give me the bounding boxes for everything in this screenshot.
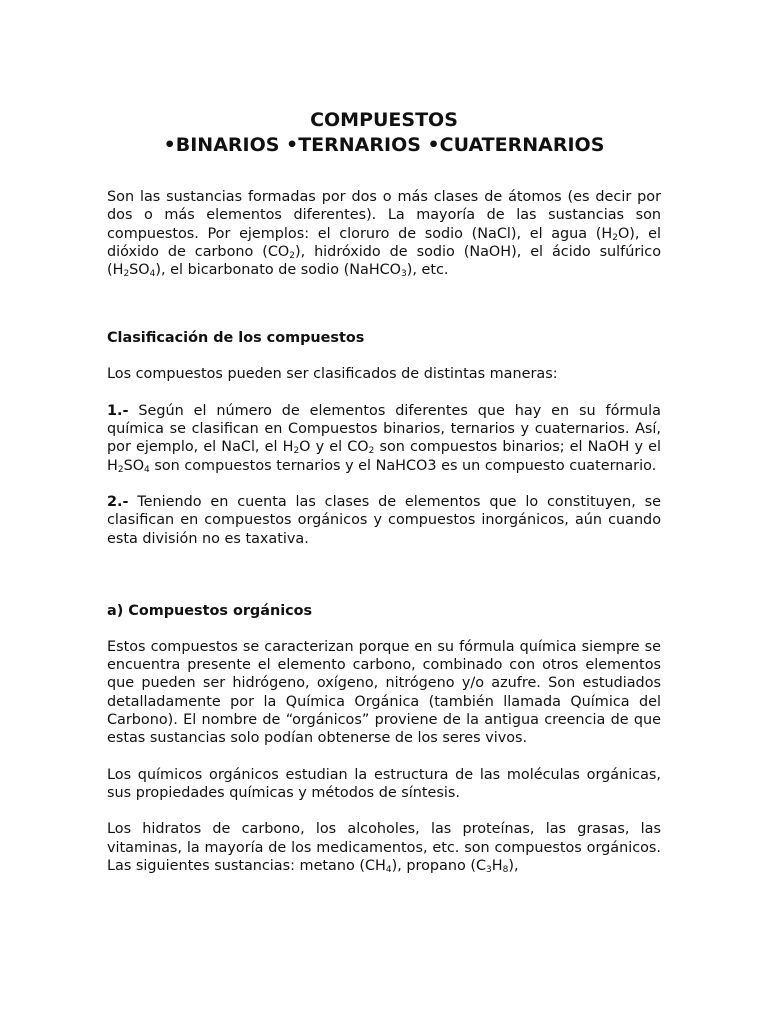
heading-organicos: a) Compuestos orgánicos — [107, 602, 313, 619]
clasificacion-item-2: 2.- Teniendo en cuenta las clases de elementos que lo constituyen, se clasifican en compuestos orgánicos y compuestos inorgánicos, aún cuando esta división no es taxativa. — [107, 493, 661, 547]
organicos-paragraph-3: Los hidratos de carbono, los alcoholes, las proteínas, las grasas, las vitaminas, la mayoría de los medicamentos, etc. son compuestos orgánicos. Las siguientes sustancias: metano $(CH_4)$, propano $(C_3H_8)$, — [107, 821, 661, 875]
clasificacion-lead: Los compuestos pueden ser clasificados de distintas maneras: — [107, 366, 558, 383]
title-line-2: •BINARIOS •TERNARIOS •CUATERNARIOS — [163, 134, 605, 156]
organicos-paragraph-1: Estos compuestos se caracterizan porque en su fórmula química siempre se encuentra presente el elemento carbono, combinado con otros elementos que pueden ser hidrógeno, oxígeno, nitrógeno y/o azufre. Son estudiados detalladamente por la Química Orgánica (también llamada Química del Carbono). El nombre de “orgánicos” proviene de la antigua creencia de que estas sustancias solo podían obtenerse de los seres vivos. — [107, 638, 661, 747]
heading-clasificacion: Clasificación de los compuestos — [107, 330, 365, 347]
clasificacion-item-1: 1.- Según el número de elementos diferentes que hay en su fórmula química se clasifican en Compuestos binarios, ternarios y cuaternarios. Así, por ejemplo, el NaCl, el $H_2O$ y el $CO_2$ son compuestos binarios; el NaOH y el $H_2SO_4$ son compuestos ternarios y el NaHCO3 es un compuesto cuaternario. — [107, 402, 661, 475]
document-content — [107, 108, 661, 875]
title-line-1: COMPUESTOS — [310, 109, 458, 131]
intro-paragraph: Son las sustancias formadas por dos o más clases de átomos (es decir por dos o más elementos diferentes). La mayoría de las sustancias son compuestos. Por ejemplos: el cloruro de sodio (NaCl), el agua $(H_2O)$, el dióxido de carbono $(CO_2)$, hidróxido de sodio (NaOH), el ácido sulfúrico $(H_2SO_4)$, el bicarbonato de sodio (NaHCO$_3$), etc. — [107, 189, 661, 280]
document-title — [107, 108, 661, 158]
organicos-paragraph-2: Los químicos orgánicos estudian la estructura de las moléculas orgánicas, sus propiedades químicas y métodos de síntesis. — [107, 766, 661, 801]
